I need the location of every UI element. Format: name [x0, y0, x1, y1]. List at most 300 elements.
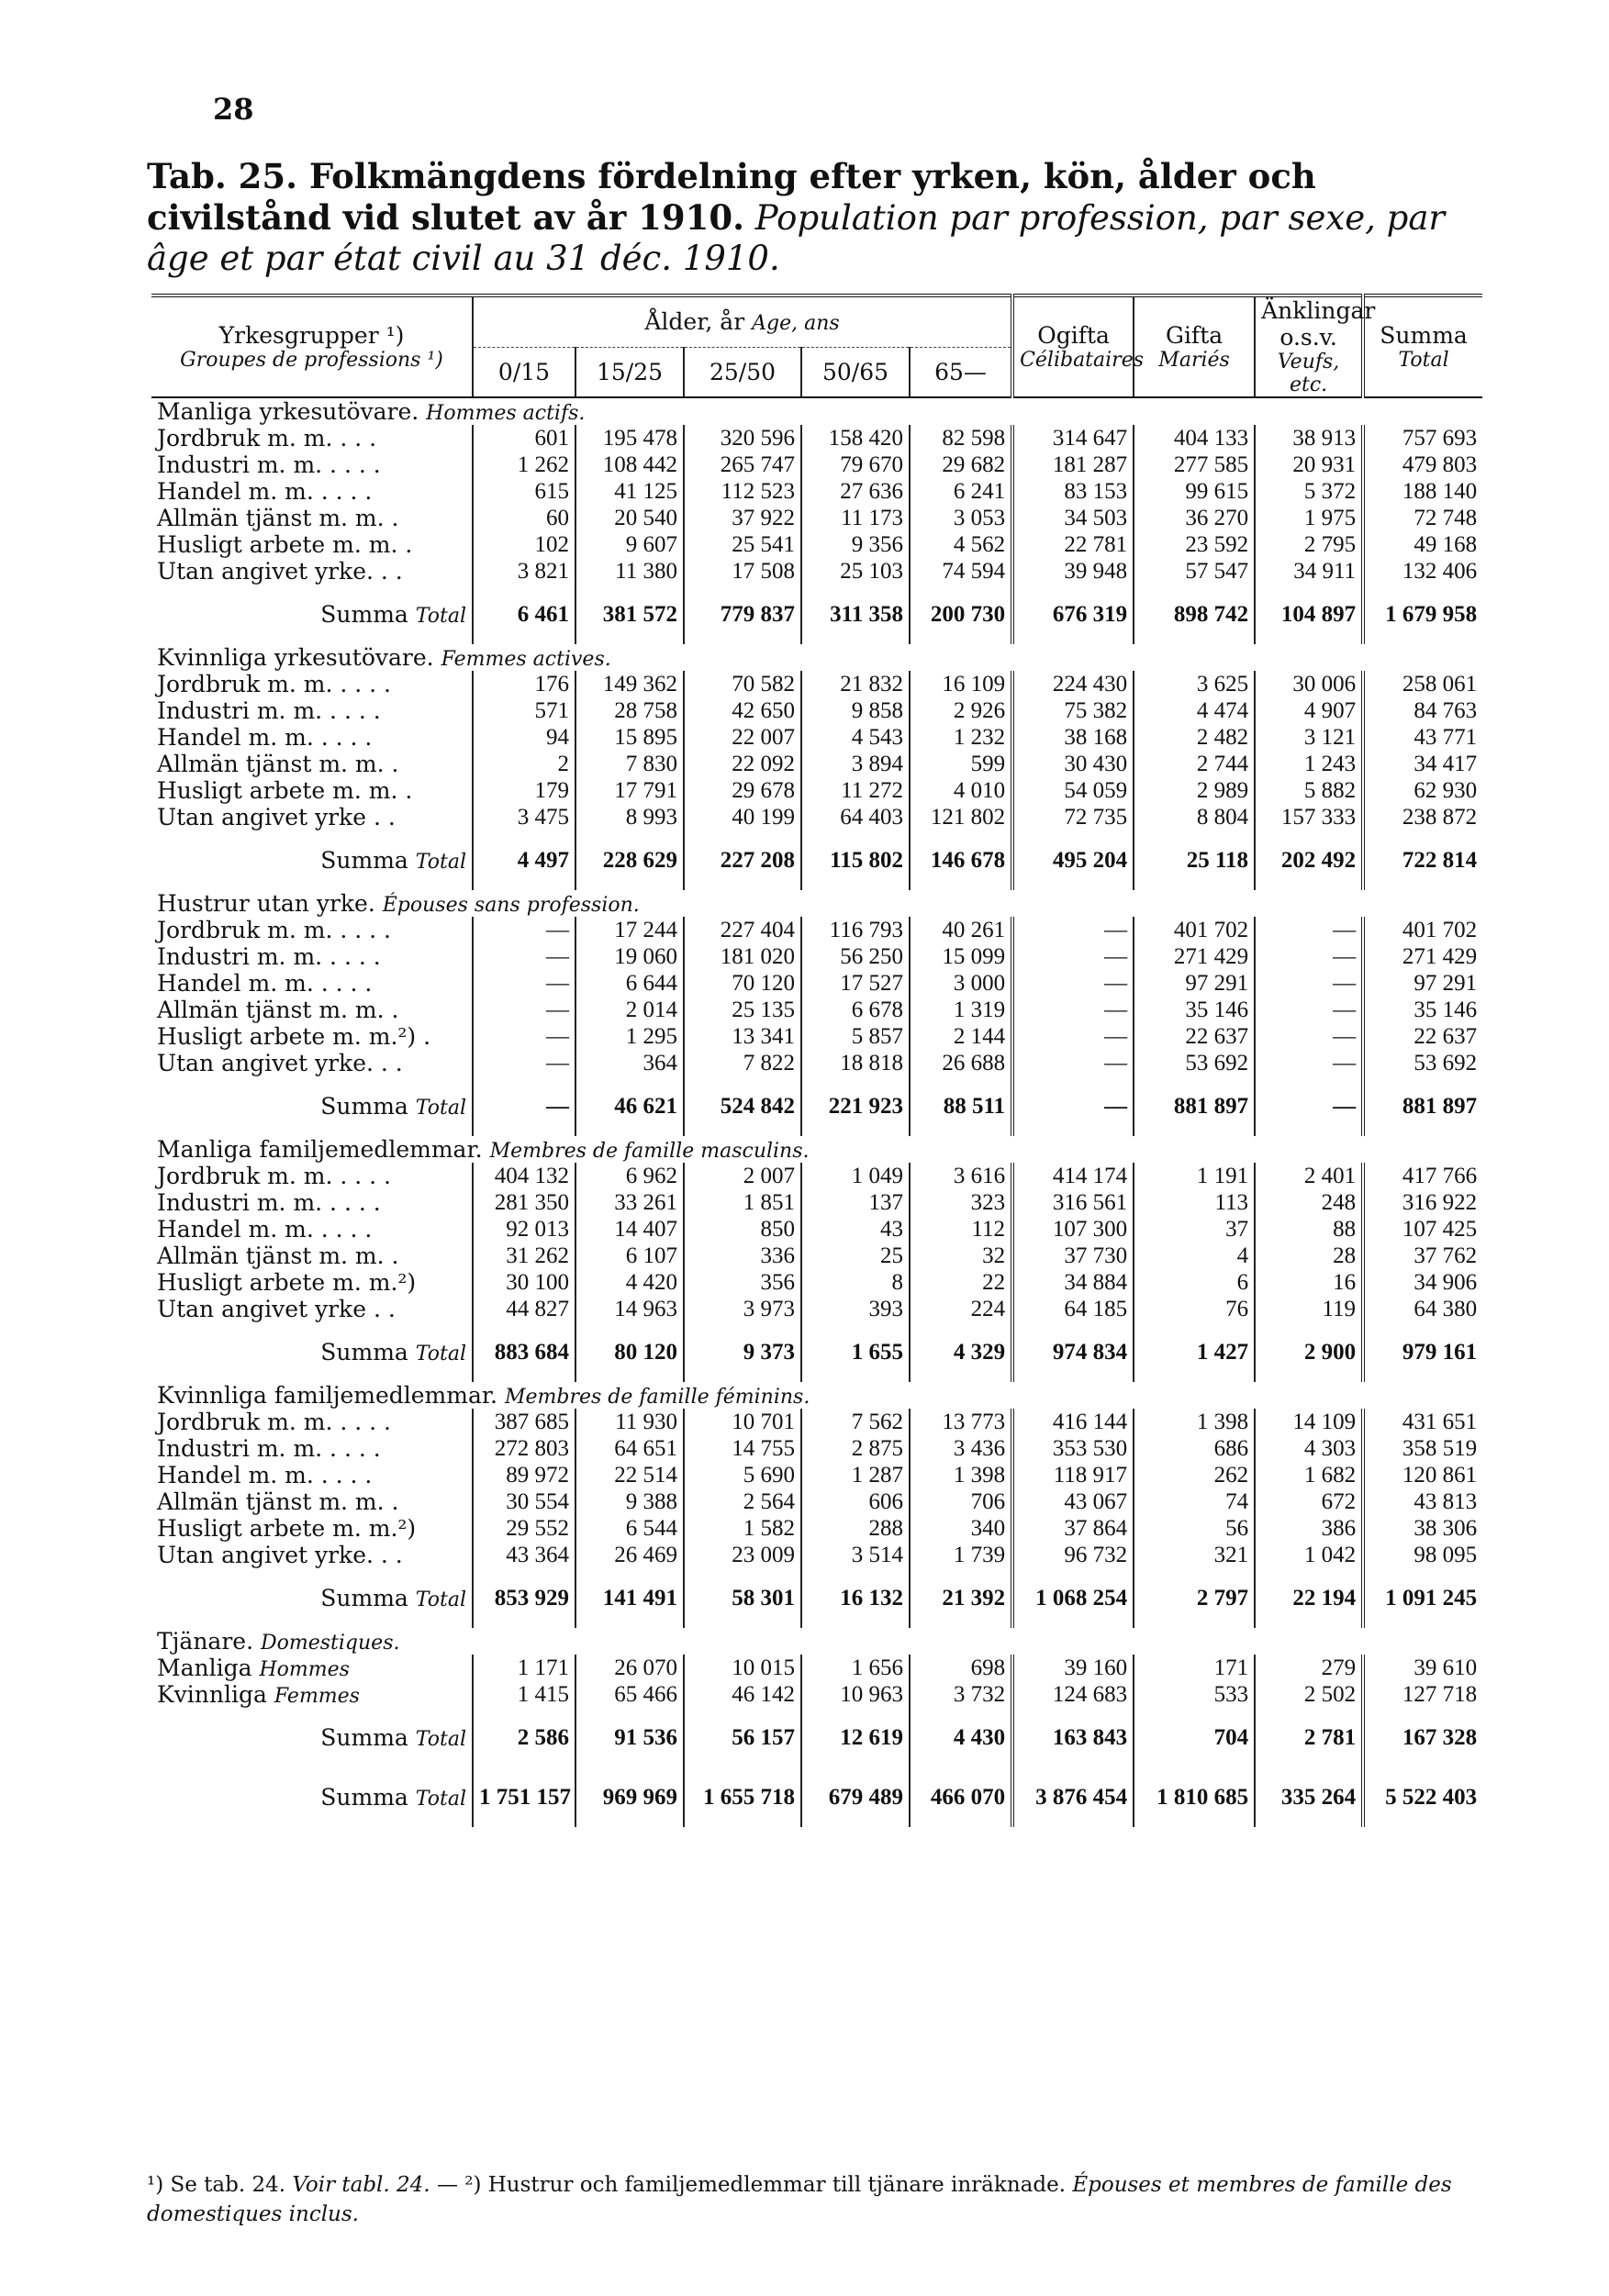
cell-col-0: 571: [473, 697, 575, 724]
table-row: [151, 478, 1482, 505]
cell-col-7: 2 795: [1255, 531, 1363, 558]
table-row: [151, 558, 1482, 585]
cell-col-6: 686: [1134, 1435, 1255, 1462]
cell-col-3: 679 489: [801, 1767, 910, 1827]
sum-row: [151, 1568, 1482, 1628]
cell-col-7: 30 006: [1255, 671, 1363, 697]
cell-col-0: 615: [473, 478, 575, 505]
cell-col-8: 43 813: [1413, 1488, 1478, 1514]
row-label: [151, 751, 473, 777]
row-label-sv: Utan angivet yrke. . .: [157, 1542, 403, 1568]
row-label: [151, 777, 473, 804]
row-label: [151, 997, 473, 1023]
cell-col-4: 6 241: [910, 478, 1012, 505]
header-ogifta-sv: Ogifta: [1037, 322, 1110, 349]
cell-col-6: 1 427: [1134, 1322, 1255, 1382]
cell-col-3: 393: [801, 1296, 910, 1322]
section-title-sv: Manliga familjemedlemmar.: [157, 1136, 483, 1163]
cell-col-1: 11 930: [575, 1409, 684, 1435]
sum-label-sv: Summa: [320, 1585, 408, 1611]
row-label-sv: Industri m. m. . . . .: [157, 1435, 381, 1462]
table-row: [151, 1296, 1482, 1322]
cell-col-6: 74: [1134, 1488, 1255, 1515]
header-summa-fr: Total: [1398, 349, 1449, 372]
cell-col-8: 107 425: [1402, 1216, 1478, 1242]
row-label: [151, 1023, 473, 1050]
cell-col-5: 75 382: [1012, 697, 1134, 724]
cell-col-5: 316 561: [1012, 1189, 1134, 1216]
cell-col-2: 181 020: [684, 943, 801, 970]
cell-col-4: 40 261: [910, 917, 1012, 943]
cell-col-6: 97 291: [1134, 970, 1255, 997]
footnote-1-fr: Voir tabl. 24.: [292, 2173, 430, 2197]
cell-col-6: 271 429: [1134, 943, 1255, 970]
cell-col-4: 26 688: [910, 1050, 1012, 1076]
cell-col-7: —: [1255, 1023, 1363, 1050]
sum-row: [151, 1322, 1482, 1382]
cell-col-2: 779 837: [684, 585, 801, 644]
cell-col-0: 176: [473, 671, 575, 697]
footnote-1: ¹) Se tab. 24.: [147, 2173, 286, 2197]
cell-col-0: 29 552: [473, 1515, 575, 1542]
cell-col-4: 3 436: [910, 1435, 1012, 1462]
cell-col-8: 881 897: [1402, 1093, 1478, 1119]
cell-col-0: 272 803: [473, 1435, 575, 1462]
header-age-0: 0/15: [473, 347, 575, 397]
cell-col-1: 108 442: [575, 451, 684, 478]
cell-col-7: 5 372: [1255, 478, 1363, 505]
cell-col-3: 1 655: [801, 1322, 910, 1382]
cell-col-5: 314 647: [1012, 425, 1134, 451]
cell-col-4: 340: [910, 1515, 1012, 1542]
cell-col-8: 64 380: [1413, 1296, 1478, 1321]
cell-col-6: 113: [1134, 1189, 1255, 1216]
cell-col-0: 853 929: [473, 1568, 575, 1628]
row-label-sv: Husligt arbete m. m.²): [157, 1269, 417, 1296]
cell-col-8: 188 140: [1402, 478, 1478, 504]
row-label: [151, 531, 473, 558]
cell-col-1: 149 362: [575, 671, 684, 697]
grand-total-label: [151, 1767, 473, 1827]
cell-col-2: 265 747: [684, 451, 801, 478]
cell-col-1: 9 607: [575, 531, 684, 558]
table-row: [151, 1409, 1482, 1435]
cell-col-1: 41 125: [575, 478, 684, 505]
row-label: [151, 1462, 473, 1488]
cell-col-8: 120 861: [1402, 1462, 1478, 1488]
header-age-2: 25/50: [684, 347, 801, 397]
row-label-sv: Allmän tjänst m. m. .: [157, 505, 399, 531]
cell-col-1: 17 244: [575, 917, 684, 943]
cell-col-8: 316 922: [1402, 1189, 1478, 1215]
cell-col-0: 387 685: [473, 1409, 575, 1435]
table-row: [151, 1681, 1482, 1708]
cell-col-6: 76: [1134, 1296, 1255, 1322]
cell-col-8: 38 306: [1413, 1515, 1478, 1541]
cell-col-6: 57 547: [1134, 558, 1255, 585]
row-label: [151, 943, 473, 970]
cell-col-6: 2 989: [1134, 777, 1255, 804]
cell-col-2: 56 157: [684, 1708, 801, 1767]
cell-col-1: 17 791: [575, 777, 684, 804]
row-label: [151, 1409, 473, 1435]
cell-col-2: 40 199: [684, 804, 801, 830]
sum-label-sv: Summa: [320, 847, 408, 874]
cell-col-0: 94: [473, 724, 575, 751]
row-label-sv: Utan angivet yrke . .: [157, 1296, 396, 1322]
cell-col-3: 1 049: [801, 1163, 910, 1189]
cell-col-4: 2 144: [910, 1023, 1012, 1050]
cell-col-0: 44 827: [473, 1296, 575, 1322]
cell-col-6: 2 482: [1134, 724, 1255, 751]
cell-col-7: 104 897: [1255, 585, 1363, 644]
title-swedish: Tab. 25. Folkmängdens fördelning efter yrken, kön, ålder och civilstånd vid slutet av år 1910.: [147, 156, 1316, 238]
cell-col-8: 979 161: [1402, 1339, 1478, 1365]
cell-col-3: 12 619: [801, 1708, 910, 1767]
cell-col-8: 258 061: [1402, 671, 1478, 697]
row-label: [151, 1515, 473, 1542]
cell-col-8: 431 651: [1402, 1409, 1478, 1434]
cell-col-1: 7 830: [575, 751, 684, 777]
cell-col-7: 28: [1255, 1243, 1363, 1269]
cell-col-0: 60: [473, 505, 575, 531]
cell-col-1: 141 491: [575, 1568, 684, 1628]
grand-total-row: [151, 1767, 1482, 1827]
table-row: [151, 970, 1482, 997]
cell-col-7: 4 303: [1255, 1435, 1363, 1462]
footnote-2-fr: Épouses et membres de famille des domestiques inclus.: [147, 2173, 1452, 2226]
cell-col-3: 6 678: [801, 997, 910, 1023]
cell-col-3: 11 173: [801, 505, 910, 531]
cell-col-2: 3 973: [684, 1296, 801, 1322]
cell-col-0: —: [473, 997, 575, 1023]
cell-col-1: 195 478: [575, 425, 684, 451]
cell-col-6: 99 615: [1134, 478, 1255, 505]
cell-col-7: 16: [1255, 1269, 1363, 1296]
cell-col-6: 401 702: [1134, 917, 1255, 943]
cell-col-3: 137: [801, 1189, 910, 1216]
sum-label-fr: Total: [415, 851, 466, 874]
cell-col-1: 26 070: [575, 1655, 684, 1681]
cell-col-7: 4 907: [1255, 697, 1363, 724]
header-summa: [1363, 295, 1482, 397]
table-row: [151, 777, 1482, 804]
cell-col-8: 479 803: [1402, 451, 1478, 477]
cell-col-5: 43 067: [1012, 1488, 1134, 1515]
cell-col-2: 5 690: [684, 1462, 801, 1488]
row-label: [151, 505, 473, 531]
grand-total-label-fr: Total: [415, 1788, 466, 1811]
cell-col-2: 13 341: [684, 1023, 801, 1050]
row-label: [151, 451, 473, 478]
cell-col-8: 34 906: [1413, 1269, 1478, 1295]
cell-col-0: 43 364: [473, 1542, 575, 1568]
table-row: [151, 425, 1482, 451]
cell-col-8: 35 146: [1413, 997, 1478, 1022]
row-label: [151, 1189, 473, 1216]
population-table: [151, 294, 1482, 1827]
cell-col-7: 3 121: [1255, 724, 1363, 751]
sum-label: [151, 1076, 473, 1136]
cell-col-3: 7 562: [801, 1409, 910, 1435]
footnote: [147, 2170, 1487, 2229]
row-label-sv: Handel m. m. . . . .: [157, 970, 373, 997]
cell-col-2: 356: [684, 1269, 801, 1296]
cell-col-4: 15 099: [910, 943, 1012, 970]
cell-col-1: 6 107: [575, 1243, 684, 1269]
cell-col-4: 1 232: [910, 724, 1012, 751]
cell-col-7: 2 502: [1255, 1681, 1363, 1708]
cell-col-1: 4 420: [575, 1269, 684, 1296]
cell-col-7: 279: [1255, 1655, 1363, 1681]
table-row: [151, 1488, 1482, 1515]
cell-col-5: 37 730: [1012, 1243, 1134, 1269]
cell-col-6: 2 797: [1134, 1568, 1255, 1628]
cell-col-4: 706: [910, 1488, 1012, 1515]
table-row: [151, 751, 1482, 777]
cell-col-5: 30 430: [1012, 751, 1134, 777]
header-anklingar-sv: Änklingar o.s.v.: [1261, 297, 1376, 351]
cell-col-4: 21 392: [910, 1568, 1012, 1628]
cell-col-7: 88: [1255, 1216, 1363, 1243]
cell-col-4: 599: [910, 751, 1012, 777]
cell-col-0: —: [473, 917, 575, 943]
section-header: [151, 1136, 1482, 1163]
row-label-sv: Allmän tjänst m. m. .: [157, 751, 399, 777]
cell-col-4: 4 562: [910, 531, 1012, 558]
cell-col-5: 38 168: [1012, 724, 1134, 751]
row-label: [151, 1269, 473, 1296]
cell-col-0: 179: [473, 777, 575, 804]
cell-col-1: 8 993: [575, 804, 684, 830]
section-title-sv: Kvinnliga yrkesutövare.: [157, 644, 434, 671]
row-label-sv: Handel m. m. . . . .: [157, 724, 373, 751]
cell-col-2: 46 142: [684, 1681, 801, 1708]
cell-col-6: 1 810 685: [1134, 1767, 1255, 1827]
table-title: [147, 156, 1487, 279]
table-row: [151, 1542, 1482, 1568]
cell-col-4: 3 732: [910, 1681, 1012, 1708]
cell-col-5: 72 735: [1012, 804, 1134, 830]
cell-col-0: 1 171: [473, 1655, 575, 1681]
cell-col-3: 25: [801, 1243, 910, 1269]
header-groups-fr: Groupes de professions ¹): [180, 349, 443, 372]
cell-col-2: 22 092: [684, 751, 801, 777]
cell-col-5: 1 068 254: [1012, 1568, 1134, 1628]
section-title-fr: Domestiques.: [260, 1632, 400, 1655]
cell-col-2: 850: [684, 1216, 801, 1243]
cell-col-7: 38 913: [1255, 425, 1363, 451]
cell-col-3: 9 356: [801, 531, 910, 558]
cell-col-7: —: [1255, 997, 1363, 1023]
cell-col-1: 969 969: [575, 1767, 684, 1827]
cell-col-7: —: [1255, 1050, 1363, 1076]
row-label-sv: Kvinnliga: [157, 1681, 267, 1708]
cell-col-4: 323: [910, 1189, 1012, 1216]
cell-col-5: 96 732: [1012, 1542, 1134, 1568]
table-row: [151, 1269, 1482, 1296]
cell-col-5: —: [1012, 917, 1134, 943]
header-age-1: 15/25: [575, 347, 684, 397]
row-label-sv: Utan angivet yrke. . .: [157, 558, 403, 585]
cell-col-6: 4: [1134, 1243, 1255, 1269]
cell-col-0: 92 013: [473, 1216, 575, 1243]
cell-col-5: 34 884: [1012, 1269, 1134, 1296]
cell-col-8: 97 291: [1413, 970, 1478, 996]
row-label-sv: Manliga: [157, 1655, 252, 1681]
row-label-sv: Allmän tjänst m. m. .: [157, 997, 399, 1023]
cell-col-8: 132 406: [1402, 558, 1478, 584]
row-label-sv: Utan angivet yrke . .: [157, 804, 396, 830]
cell-col-0: 4 497: [473, 830, 575, 890]
sum-label: [151, 585, 473, 644]
cell-col-2: 25 541: [684, 531, 801, 558]
cell-col-0: 1 262: [473, 451, 575, 478]
cell-col-5: 107 300: [1012, 1216, 1134, 1243]
cell-col-3: 56 250: [801, 943, 910, 970]
cell-col-5: —: [1012, 1076, 1134, 1136]
cell-col-5: —: [1012, 943, 1134, 970]
table-row: [151, 1189, 1482, 1216]
cell-col-6: 262: [1134, 1462, 1255, 1488]
table-row: [151, 1023, 1482, 1050]
cell-col-4: 3 616: [910, 1163, 1012, 1189]
sum-row: [151, 585, 1482, 644]
cell-col-5: 974 834: [1012, 1322, 1134, 1382]
cell-col-2: 17 508: [684, 558, 801, 585]
cell-col-1: 65 466: [575, 1681, 684, 1708]
row-label: [151, 1542, 473, 1568]
row-label: [151, 671, 473, 697]
cell-col-4: 22: [910, 1269, 1012, 1296]
cell-col-4: 82 598: [910, 425, 1012, 451]
cell-col-2: 14 755: [684, 1435, 801, 1462]
cell-col-1: 381 572: [575, 585, 684, 644]
header-gifta: [1134, 295, 1255, 397]
row-label: [151, 1050, 473, 1076]
table-row: [151, 997, 1482, 1023]
cell-col-0: 2: [473, 751, 575, 777]
row-label-sv: Husligt arbete m. m.²): [157, 1515, 417, 1542]
section-title-sv: Manliga yrkesutövare.: [157, 398, 419, 425]
row-label: [151, 1243, 473, 1269]
cell-col-1: 11 380: [575, 558, 684, 585]
cell-col-3: 27 636: [801, 478, 910, 505]
cell-col-1: 6 962: [575, 1163, 684, 1189]
cell-col-2: 9 373: [684, 1322, 801, 1382]
cell-col-0: 2 586: [473, 1708, 575, 1767]
cell-col-3: 221 923: [801, 1076, 910, 1136]
section-title-fr: Hommes actifs.: [426, 402, 586, 425]
cell-col-2: 227 404: [684, 917, 801, 943]
cell-col-3: 10 963: [801, 1681, 910, 1708]
row-label: [151, 1296, 473, 1322]
cell-col-8: 1 091 245: [1385, 1585, 1478, 1611]
cell-col-4: 466 070: [910, 1767, 1012, 1827]
cell-col-4: 74 594: [910, 558, 1012, 585]
section-title-sv: Kvinnliga familjemedlemmar.: [157, 1382, 498, 1409]
cell-col-4: 4 329: [910, 1322, 1012, 1382]
cell-col-6: 704: [1134, 1708, 1255, 1767]
cell-col-6: 404 133: [1134, 425, 1255, 451]
header-age-fr: Age, ans: [752, 312, 840, 336]
row-label-sv: Industri m. m. . . . .: [157, 697, 381, 724]
sum-label-fr: Total: [415, 605, 466, 628]
cell-col-1: 364: [575, 1050, 684, 1076]
cell-col-5: 414 174: [1012, 1163, 1134, 1189]
cell-col-0: 31 262: [473, 1243, 575, 1269]
cell-col-2: 10 701: [684, 1409, 801, 1435]
cell-col-2: 227 208: [684, 830, 801, 890]
cell-col-5: 3 876 454: [1012, 1767, 1134, 1827]
cell-col-7: —: [1255, 943, 1363, 970]
sum-label-fr: Total: [415, 1097, 466, 1120]
row-label: [151, 1681, 473, 1708]
sum-row: [151, 830, 1482, 890]
header-age-3: 50/65: [801, 347, 910, 397]
cell-col-1: 22 514: [575, 1462, 684, 1488]
cell-col-6: 171: [1134, 1655, 1255, 1681]
cell-col-8: 271 429: [1402, 943, 1478, 969]
cell-col-8: 22 637: [1413, 1023, 1478, 1049]
cell-col-7: 1 243: [1255, 751, 1363, 777]
cell-col-3: 1 287: [801, 1462, 910, 1488]
cell-col-6: 56: [1134, 1515, 1255, 1542]
cell-col-5: —: [1012, 1050, 1134, 1076]
cell-col-8: 238 872: [1402, 804, 1478, 830]
cell-col-4: 32: [910, 1243, 1012, 1269]
row-label-sv: Jordbruk m. m. . . .: [157, 425, 377, 451]
section-title-sv: Hustrur utan yrke.: [157, 890, 375, 917]
cell-col-7: 1 042: [1255, 1542, 1363, 1568]
cell-col-2: 524 842: [684, 1076, 801, 1136]
header-groups: [151, 295, 473, 397]
row-label-sv: Husligt arbete m. m. .: [157, 777, 413, 804]
cell-col-2: 70 582: [684, 671, 801, 697]
cell-col-7: 335 264: [1255, 1767, 1363, 1827]
footnote-2: — ²) Hustrur och familjemedlemmar till tjänare inräknade.: [436, 2173, 1067, 2197]
cell-col-4: 1 398: [910, 1462, 1012, 1488]
sum-row: [151, 1076, 1482, 1136]
cell-col-4: 29 682: [910, 451, 1012, 478]
cell-col-3: 8: [801, 1269, 910, 1296]
section-title-fr: Épouses sans profession.: [382, 894, 640, 917]
cell-col-4: 1 319: [910, 997, 1012, 1023]
cell-col-6: 23 592: [1134, 531, 1255, 558]
cell-col-8: 757 693: [1402, 425, 1478, 451]
sum-label-sv: Summa: [320, 601, 408, 628]
row-label-sv: Jordbruk m. m. . . . .: [157, 671, 392, 697]
cell-col-7: 672: [1255, 1488, 1363, 1515]
cell-col-5: —: [1012, 1023, 1134, 1050]
cell-col-5: —: [1012, 970, 1134, 997]
cell-col-8: 49 168: [1413, 531, 1478, 557]
cell-col-0: 281 350: [473, 1189, 575, 1216]
cell-col-6: 6: [1134, 1269, 1255, 1296]
row-label: [151, 1216, 473, 1243]
sum-label-fr: Total: [415, 1343, 466, 1365]
row-label: [151, 558, 473, 585]
table-row: [151, 1216, 1482, 1243]
cell-col-1: 80 120: [575, 1322, 684, 1382]
cell-col-3: 21 832: [801, 671, 910, 697]
cell-col-7: 202 492: [1255, 830, 1363, 890]
cell-col-4: 224: [910, 1296, 1012, 1322]
row-label-sv: Husligt arbete m. m.²) .: [157, 1023, 431, 1050]
cell-col-1: 14 963: [575, 1296, 684, 1322]
header-anklingar: [1255, 295, 1376, 397]
section-title-fr: Membres de famille féminins.: [504, 1386, 810, 1409]
